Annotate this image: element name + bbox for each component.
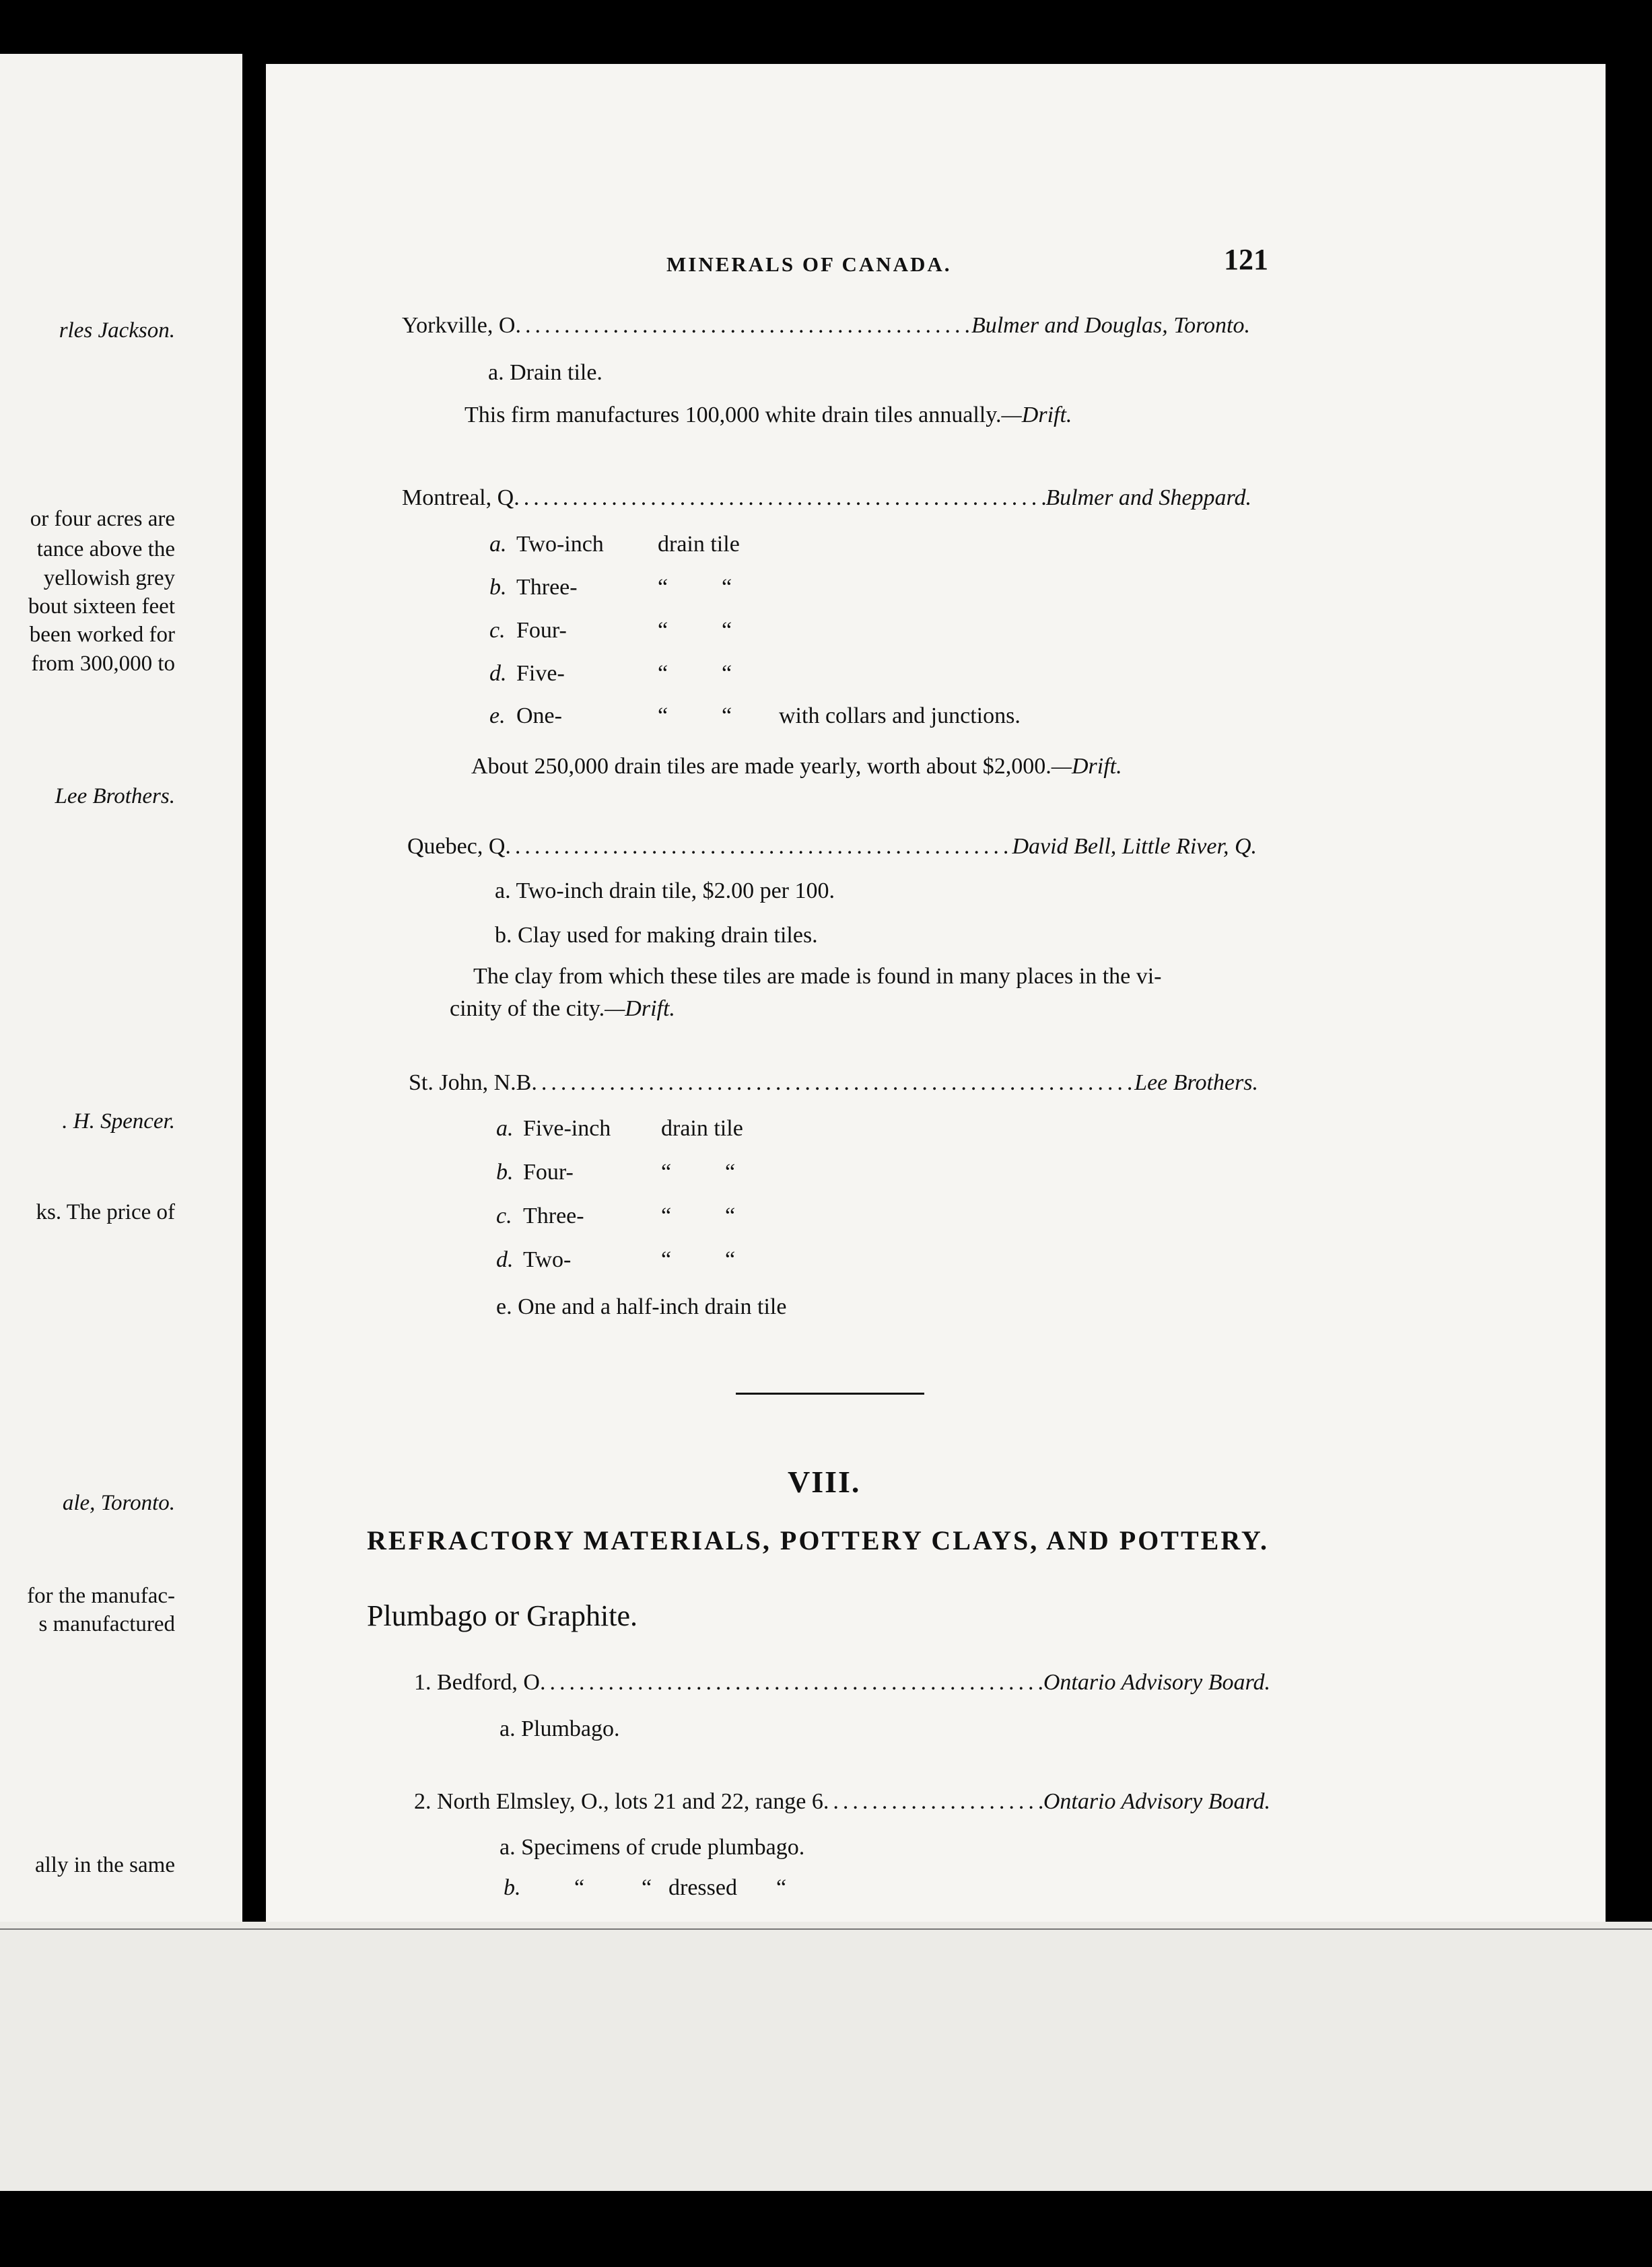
entry-item: b. “ “ dressed “	[504, 1875, 787, 1900]
left-page-text-fragment: Lee Brothers.	[55, 784, 175, 808]
left-page-text-fragment: for the manufac-	[27, 1584, 175, 1608]
left-page-text-fragment: rles Jackson.	[59, 318, 175, 343]
left-page-text-fragment: bout sixteen feet	[28, 594, 175, 619]
entry-item: a. Two-inch drain tile, $2.00 per 100.	[495, 878, 835, 903]
entry-north-elmsley	[414, 1787, 1270, 1817]
section-title: REFRACTORY MATERIALS, POTTERY CLAYS, AND POTTERY.	[367, 1525, 1270, 1556]
entry-item: e. One and a half-inch drain tile	[496, 1294, 787, 1319]
entry-item: a. Specimens of crude plumbago.	[500, 1835, 805, 1860]
entry-item: b. Clay used for making drain tiles.	[495, 923, 818, 948]
entry-place: Montreal, Q	[402, 485, 514, 510]
entry-contributor: David Bell, Little River, Q.	[1012, 834, 1257, 859]
page-number: 121	[1224, 243, 1268, 276]
entry-place: 2. North Elmsley, O., lots 21 and 22, range 6	[414, 1789, 823, 1814]
entry-contributor: Ontario Advisory Board.	[1043, 1789, 1270, 1814]
left-page-text-fragment: or four acres are	[30, 507, 175, 531]
leader-dots	[823, 1787, 1043, 1817]
lower-page-margin	[0, 1922, 1652, 2191]
entry-contributor: Lee Brothers.	[1134, 1070, 1258, 1095]
left-page-text-fragment: been worked for	[29, 623, 175, 647]
entry-contributor: Bulmer and Douglas, Toronto.	[971, 313, 1250, 338]
entry-item: c. Three- “ “	[496, 1204, 736, 1228]
entry-item: a. Five-inch drain tile	[496, 1116, 743, 1141]
left-page-text-fragment: ale, Toronto.	[62, 1491, 175, 1515]
entry-item: a. Plumbago.	[500, 1716, 620, 1741]
running-title: MINERALS OF CANADA.	[666, 252, 952, 276]
subsection-heading: Plumbago or Graphite.	[367, 1599, 638, 1632]
left-page-fragment	[0, 54, 242, 1932]
entry-item: c. Four- “ “	[489, 618, 732, 643]
entry-item: a. Two-inch drain tile	[489, 532, 740, 557]
entry-contributor: Bulmer and Sheppard.	[1045, 485, 1251, 510]
page-edge-line	[0, 1928, 1652, 1930]
entry-item: d. Two- “ “	[496, 1247, 736, 1272]
entry-st-john	[409, 1068, 1258, 1098]
entry-place: Yorkville, O	[402, 313, 516, 338]
entry-place: St. John, N.B	[409, 1070, 532, 1095]
entry-montreal	[402, 483, 1251, 513]
section-separator	[736, 1393, 924, 1395]
left-page-text-fragment: ally in the same	[34, 1853, 175, 1877]
left-page-text-fragment: yellowish grey	[43, 566, 175, 590]
entry-item: b. Four- “ “	[496, 1160, 736, 1185]
left-page-text-fragment: s manufactured	[38, 1612, 175, 1636]
entry-yorkville	[402, 311, 1250, 341]
entry-note: About 250,000 drain tiles are made yearly, worth about $2,000.—Drift.	[471, 754, 1122, 779]
left-page-text-fragment: tance above the	[36, 537, 175, 561]
leader-dots	[515, 311, 971, 341]
leader-dots	[514, 483, 1045, 513]
main-page	[266, 64, 1606, 2184]
entry-note: cinity of the city.—Drift.	[450, 996, 675, 1021]
entry-contributor: Ontario Advisory Board.	[1043, 1670, 1270, 1695]
entry-place: Quebec, Q	[407, 834, 506, 859]
entry-note: The clay from which these tiles are made is found in many places in the vi-	[473, 964, 1162, 989]
left-page-text-fragment: from 300,000 to	[31, 652, 175, 676]
leader-dots	[540, 1668, 1043, 1698]
leader-dots	[531, 1068, 1134, 1098]
entry-item: e. One- “ “ with collars and junctions.	[489, 703, 1021, 728]
entry-bedford	[414, 1668, 1270, 1698]
leader-dots	[505, 832, 1012, 862]
left-page-text-fragment: . H. Spencer.	[62, 1109, 175, 1134]
entry-note: This firm manufactures 100,000 white drain tiles annually.—Drift.	[464, 403, 1072, 427]
left-page-text-fragment: ks. The price of	[36, 1200, 175, 1224]
entry-item: d. Five- “ “	[489, 661, 732, 686]
entry-quebec	[407, 832, 1257, 862]
entry-place: 1. Bedford, O	[414, 1670, 540, 1695]
section-number: VIII.	[788, 1465, 861, 1499]
entry-item: a. Drain tile.	[488, 360, 603, 385]
entry-item: b. Three- “ “	[489, 575, 732, 600]
